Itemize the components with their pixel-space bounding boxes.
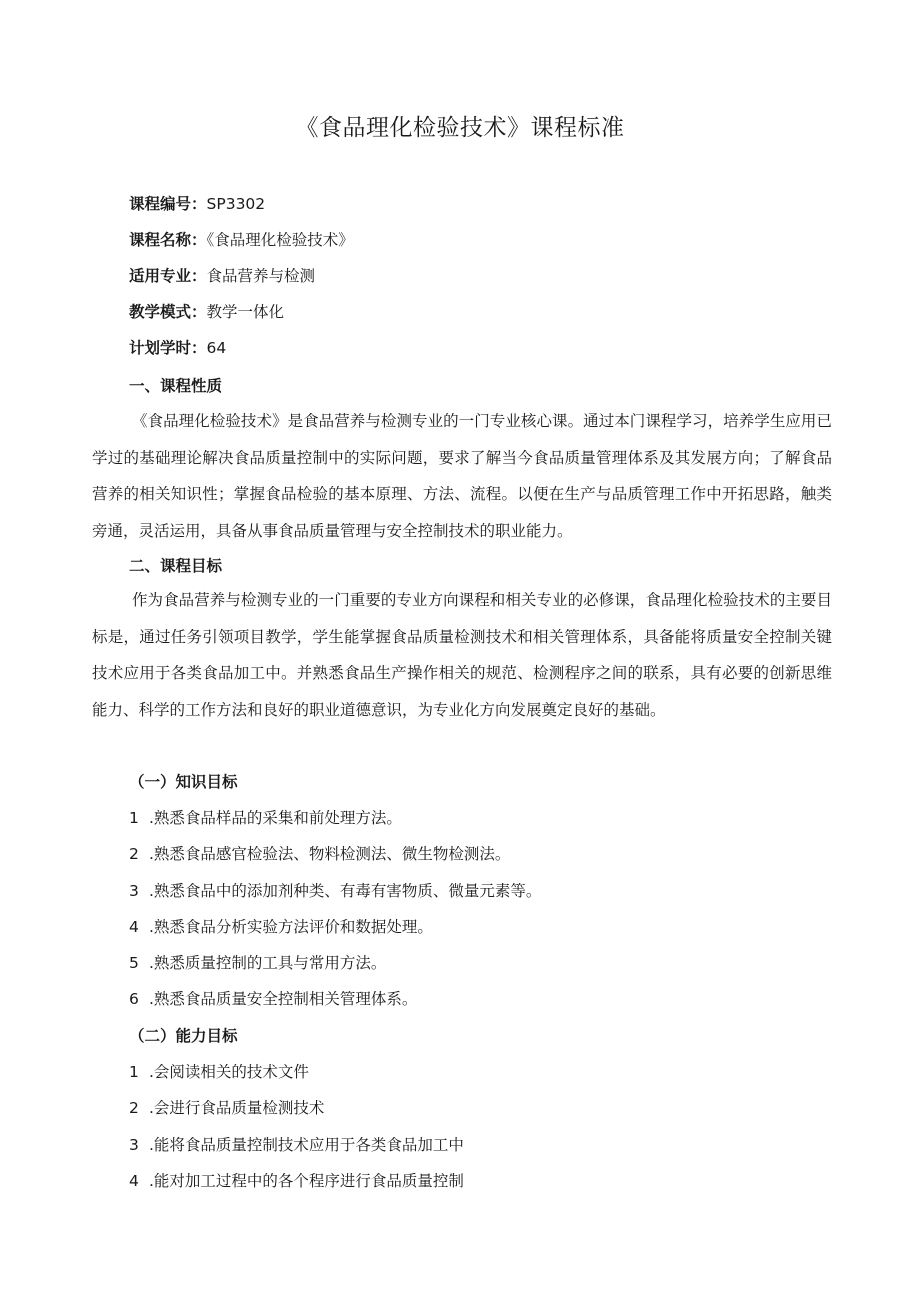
list-item: 4 .能对加工过程中的各个程序进行食品质量控制 bbox=[129, 1171, 464, 1190]
list-item: 1 .会阅读相关的技术文件 bbox=[129, 1063, 309, 1081]
list-item: 3 .熟悉食品中的添加剂种类、有毒有害物质、微量元素等。 bbox=[129, 881, 542, 900]
course-code-row bbox=[129, 189, 354, 225]
document-title: 《食品理化检验技术》课程标准 bbox=[295, 115, 625, 141]
major-value: 食品营养与检测 bbox=[206, 267, 316, 285]
hours-value: 64 bbox=[206, 339, 227, 357]
list-item: 1 .熟悉食品样品的采集和前处理方法。 bbox=[129, 809, 402, 827]
teaching-mode-value: 教学一体化 bbox=[206, 303, 285, 321]
major-row bbox=[129, 261, 354, 297]
teaching-mode-row bbox=[129, 297, 354, 333]
ability-list bbox=[129, 1057, 464, 1202]
section-heading-goals: 二、课程目标 bbox=[129, 557, 223, 575]
list-item: 2 .会进行食品质量检测技术 bbox=[129, 1099, 325, 1118]
list-item: 2 .熟悉食品感官检验法、物料检测法、微生物检测法。 bbox=[129, 845, 511, 864]
list-item: 6 .熟悉食品质量安全控制相关管理体系。 bbox=[129, 990, 418, 1009]
course-code-value: SP3302 bbox=[206, 195, 266, 213]
teaching-mode-label: 教学模式： bbox=[129, 303, 207, 321]
section-text-nature: 《食品理化检验技术》是食品营养与检测专业的一门专业核心课。通过本门课程学习，培养学生应用已学过的基础理论解决食品质量控制中的实际问题，要求了解当今食品质量管理体系及其发展方向；了解食品营养的相关知识性；掌握食品检验的基本原理、方法、流程。以便在生产与品质管理工作中开拓思路，触类旁通，灵活运用，具备从事食品质量管理与安全控制技术的职业能力。 bbox=[92, 412, 832, 540]
section-heading-nature: 一、课程性质 bbox=[129, 377, 223, 395]
hours-row bbox=[129, 333, 354, 369]
hours-label: 计划学时： bbox=[129, 339, 207, 357]
course-name-value: 《食品理化检验技术》 bbox=[206, 231, 354, 249]
course-info bbox=[129, 189, 354, 369]
major-label: 适用专业： bbox=[129, 267, 207, 285]
list-item: 3 .能将食品质量控制技术应用于各类食品加工中 bbox=[129, 1135, 464, 1154]
knowledge-list bbox=[129, 803, 541, 1021]
subheading-knowledge: （一）知识目标 bbox=[129, 773, 238, 791]
list-item: 5 .熟悉质量控制的工具与常用方法。 bbox=[129, 954, 387, 973]
section-text-goals: 作为食品营养与检测专业的一门重要的专业方向课程和相关专业的必修课，食品理化检验技术的主要目标是，通过任务引领项目教学，学生能掌握食品质量检测技术和相关管理体系，具备能将质量安全控制关键技术应用于各类食品加工中。并熟悉食品生产操作相关的规范、检测程序之间的联系，具有必要的创新思维能力、科学的工作方法和良好的职业道德意识，为专业化方向发展奠定良好的基础。 bbox=[92, 591, 832, 719]
subheading-ability: （二）能力目标 bbox=[129, 1027, 238, 1045]
course-name-label: 课程名称： bbox=[129, 231, 207, 249]
course-name-row bbox=[129, 225, 354, 261]
list-item: 4 .熟悉食品分析实验方法评价和数据处理。 bbox=[129, 917, 433, 936]
course-code-label: 课程编号： bbox=[129, 195, 207, 213]
